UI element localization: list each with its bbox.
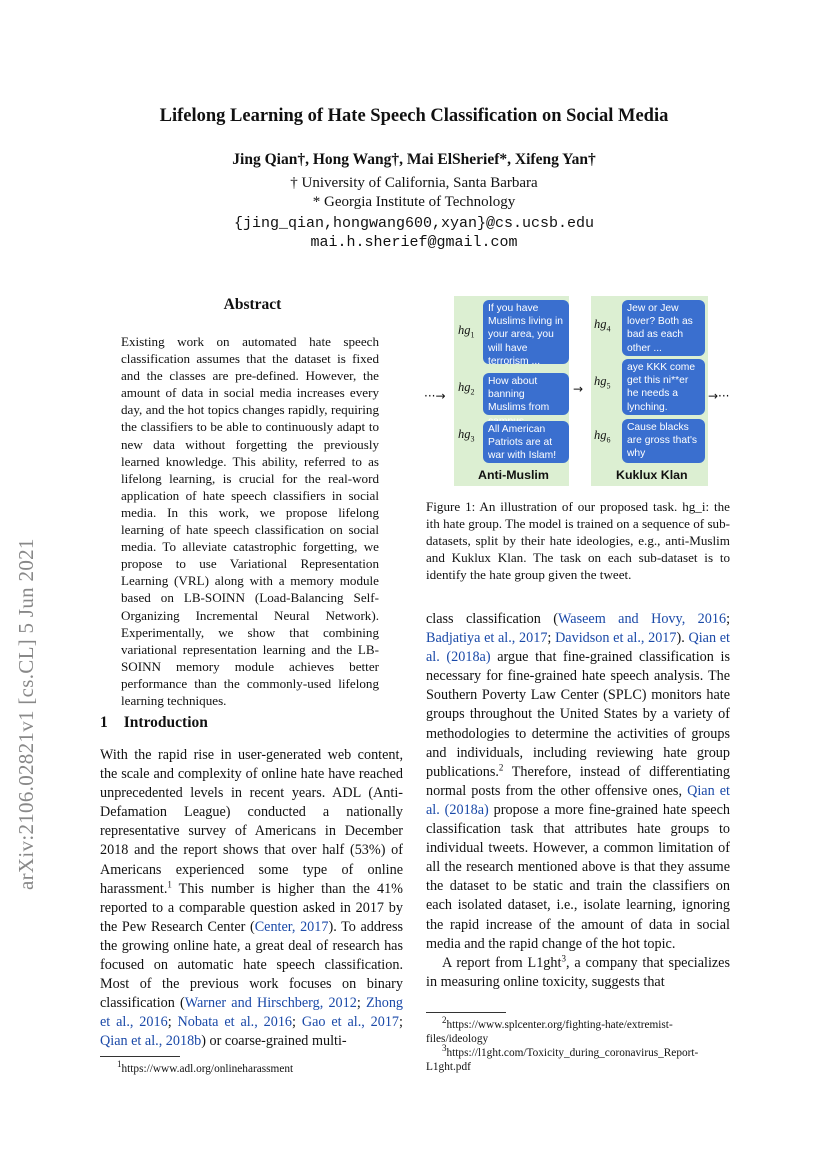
footnote-url[interactable]: https://l1ght.com/Toxicity_during_coronavirus_Report-L1ght.pdf (426, 1047, 699, 1073)
hg-index: 5 (606, 381, 611, 391)
intro-text: propose a more fine-grained hate speech classification task that attributes hate groups to individual tweets. However, a common limitation of all the research mentioned above is that they assume the dataset to be static and train the classifiers on each isolated dataset, i.e., isolate learning, ignoring the rapid increase of the amount of data in social media and the rapid change of the hot topic. (426, 801, 730, 952)
hg-text: hg (458, 323, 471, 337)
section-heading-introduction (100, 714, 208, 732)
intro-text: , a company that specializes in measuring online toxicity, suggests that (426, 954, 730, 990)
group-label-anti-muslim: Anti-Muslim (478, 468, 549, 482)
hate-group-label (458, 323, 475, 340)
email-ucsb: {jing_qian,hongwang600,xyan}@cs.ucsb.edu (233, 215, 595, 232)
transition-arrow-icon: → (573, 382, 584, 396)
hate-group-label (594, 374, 611, 391)
arxiv-identifier[interactable]: arXiv:2106.02821v1 [cs.CL] 5 Jun 2021 (14, 538, 38, 890)
tweet-bubble: Jew or Jew lover? Both as bad as each other ... (622, 300, 705, 356)
introduction-left-column: With the rapid rise in user-generated web content, the scale and complexity of online hate have reached unprecedented levels in recent years. ADL (Anti-Defamation League) conducted a nationally representative survey of Americans in December 2018 and the report shows that over half (53%) of Americans experienced some type of online harassment.$^1$ This number is higher than the 41% reported to a comparable question asked in 2017 by the Pew Research Center (Center, 2017). To address the growing online hate, a great deal of research has focused on automatic hate speech classification. Most of the previous work focuses on binary classification (Warner and Hirschberg, 2012; Zhong et al., 2016; Nobata et al., 2016; Gao et al., 2017; Qian et al., 2018b) or coarse-grained multi- (100, 747, 404, 1050)
citation-link[interactable]: Zhong et al., 2016 (100, 995, 404, 1031)
incoming-arrow-icon: ···→ (424, 389, 446, 403)
abstract-heading: Abstract (223, 296, 282, 313)
hg-index: 3 (470, 434, 475, 444)
hg-index: 4 (606, 324, 611, 334)
hate-group-label (458, 427, 475, 444)
affiliation-gatech: * Georgia Institute of Technology (312, 194, 516, 210)
intro-text: This number is higher than the 41% reported to a comparable question asked in 2017 by the Pew Research Center ( (100, 880, 403, 935)
footnote-divider (100, 1056, 180, 1057)
intro-paragraph (426, 954, 730, 992)
citation-link[interactable]: Center, 2017 (254, 918, 329, 935)
footnote-marker[interactable]: 3 (561, 952, 566, 963)
intro-text: ). (676, 630, 689, 647)
citation-link[interactable]: Qian et al. (2018a) (426, 630, 730, 666)
hg-text: hg (594, 428, 607, 442)
citation-link[interactable]: Nobata et al., 2016 (177, 1014, 293, 1031)
intro-paragraph: With the rapid rise in user-generated web content, the scale and complexity of online hate have reached unprecedented levels in recent years. ADL (Anti-Defamation League) conducted a nationally representative survey of Americans in December 2018 and the report shows that over half (53%) of Americans experienced some type of online harassment. (100, 747, 403, 897)
citation-link[interactable]: Davidson et al., 2017 (555, 630, 677, 647)
footnote-1 (117, 1059, 294, 1076)
footnote-2 (426, 1015, 730, 1046)
citation-link[interactable]: Warner and Hirschberg, 2012 (184, 995, 357, 1012)
figure-1 (424, 296, 738, 486)
intro-text: class classification ( (426, 611, 559, 627)
footnote-marker[interactable]: 2 (498, 762, 504, 773)
intro-text: Therefore, instead of differentiating normal posts from the other offensive ones, (426, 763, 730, 799)
section-title: Introduction (123, 714, 208, 731)
abstract-text: Existing work on automated hate speech classification assumes that the dataset is fixed and the classes are pre-defined. However, the amount of data in social media increases every day, and the hot topics changes rapidly, requiring the classifiers to be able to continuously adapt to new data without forgetting the previously learned knowledge. This ability, referred to as lifelong learning, is crucial for the real-word application of hate speech classifiers in social media. In this work, we propose lifelong learning of hate speech classification on social media. To alleviate catastrophic forgetting, we propose to use Variational Representation Learning (VRL) along with a memory module based on LB-SOINN (Load-Balancing Self-Organizing Incremental Neural Network). Experimentally, we show that combining variational representation learning and the LB-SOINN memory module achieves better performance than the commonly-used lifelong learning techniques. (121, 334, 379, 708)
hg-index: 2 (470, 387, 475, 397)
hg-text: hg (594, 317, 607, 331)
section-number: 1 (100, 714, 108, 731)
intro-text: ) or coarse-grained multi- (201, 1033, 347, 1050)
intro-text: A report from L1ght (442, 954, 562, 971)
tweet-bubble: Cause blacks are gross that's why (622, 419, 705, 463)
hg-index: 6 (606, 435, 611, 445)
citation-link[interactable]: Gao et al., 2017 (301, 1014, 400, 1031)
tweet-bubble: aye KKK come get this ni**er he needs a lynching. (622, 359, 705, 415)
citation-link[interactable]: Qian et al. (2018a) (426, 782, 730, 818)
paper-title: Lifelong Learning of Hate Speech Classification on Social Media (159, 106, 669, 126)
email-gmail: mai.h.sherief@gmail.com (310, 234, 518, 251)
figure-caption: Figure 1: An illustration of our proposed task. hg_i: the ith hate group. The model is trained on a sequence of sub-datasets, split by their hate ideologies, e.g., anti-Muslim and Kuklux Klan. The task on each sub-dataset is to identify the hate group given the tweet. (426, 499, 730, 583)
hg-text: hg (458, 380, 471, 394)
tweet-bubble: If you have Muslims living in your area, you will have terrorism ... (483, 300, 569, 364)
hg-index: 1 (470, 330, 475, 340)
footnote-number: 3 (442, 1043, 447, 1054)
footnote-3 (426, 1043, 730, 1074)
introduction-right-column: class classification (Waseem and Hovy, 2016; Badjatiya et al., 2017; Davidson et al., 2017). Qian et al. (2018a) argue that fine-grained classification is necessary for fine-grained hate speech analysis. The Southern Poverty Law Center (SPLC) monitors hate groups throughout the United States by a variety of methodologies to determine the activities of groups and individuals, including reviewing hate group publications.$^2$ Therefore, instead of differentiating normal posts from the other offensive ones, Qian et al. (2018a) propose a more fine-grained hate speech classification task that attributes hate groups to individual tweets. However, a common limitation of all the research mentioned above is that they assume the dataset to be static and train the classifiers on each isolated dataset, i.e., isolate learning, ignoring the rapid increase of the amount of data in social media and the rapid change of the hot topic. A report from L1ght$^3$, a company that specializes in measuring online toxicity, suggests that (426, 610, 730, 992)
intro-text: ). To address the growing online hate, a great deal of research has focused on automatic hate speech classification. Most of the previous work focuses on binary classification ( (100, 918, 403, 1012)
intro-text: argue that fine-grained classification is necessary for fine-grained hate speech analysis. The Southern Poverty Law Center (SPLC) monitors hate groups throughout the United States by a variety of methodologies to determine the activities of groups and individuals, including reviewing hate group publications. (426, 649, 730, 780)
hate-group-label (458, 380, 475, 397)
hate-group-label (594, 317, 611, 334)
footnote-number: 2 (442, 1015, 447, 1026)
footnote-marker[interactable]: 1 (167, 878, 172, 889)
group-label-kuklux-klan: Kuklux Klan (616, 468, 688, 482)
citation-link[interactable]: Qian et al., 2018b (100, 1033, 202, 1050)
hg-text: hg (458, 427, 471, 441)
hate-group-label (594, 428, 611, 445)
outgoing-arrow-icon: →··· (708, 389, 730, 403)
citation-link[interactable]: Badjatiya et al., 2017 (426, 630, 548, 647)
tweet-bubble: How about banning Muslims from (483, 373, 569, 415)
footnote-number: 1 (117, 1059, 122, 1070)
footnote-url[interactable]: https://www.adl.org/onlineharassment (121, 1063, 294, 1075)
citation-link[interactable]: Waseem and Hovy, 2016 (558, 611, 727, 627)
footnote-url[interactable]: https://www.splcenter.org/fighting-hate/extremist-files/ideology (426, 1019, 673, 1045)
footnote-divider (426, 1012, 506, 1013)
tweet-bubble: All American Patriots are at war with Islam! (483, 421, 569, 463)
hg-text: hg (594, 374, 607, 388)
author-list: Jing Qian†, Hong Wang†, Mai ElSherief*, Xifeng Yan† (232, 151, 596, 168)
affiliation-ucsb: † University of California, Santa Barbara (290, 175, 538, 191)
